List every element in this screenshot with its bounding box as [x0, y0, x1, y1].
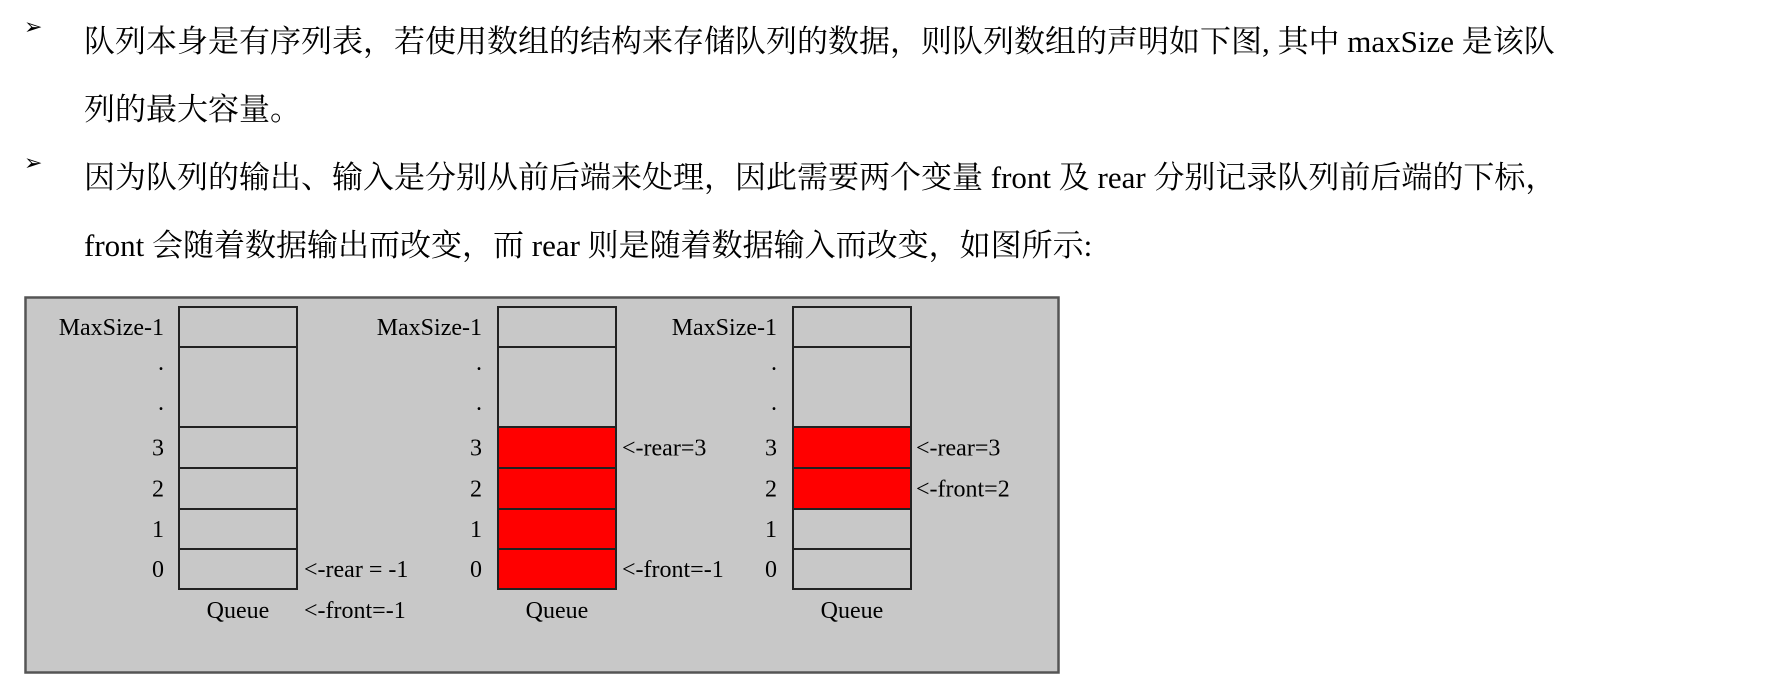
bullet-1-line-1: 队列本身是有序列表，若使用数组的结构来存储队列的数据，则队列数组的声明如下图, 其中 maxSize 是该队 [84, 24, 1555, 59]
pointer-label: <-rear=3 [916, 435, 1001, 462]
index-label-2: 2 [152, 476, 164, 503]
bullet-2-line-1: 因为队列的输出、输入是分别从前后端来处理，因此需要两个变量 front 及 rear 分别记录队列前后端的下标， [84, 160, 1557, 195]
queue-cell [179, 509, 297, 549]
queue-caption: Queue [820, 598, 884, 624]
queue-array-diagram [24, 296, 1060, 674]
index-label-dot: . [476, 390, 482, 416]
queue-cell-filled [498, 427, 616, 468]
queue-cell [179, 307, 297, 347]
index-label-maxsize-1: MaxSize-1 [58, 315, 164, 341]
pointer-label: <-front=2 [916, 476, 1010, 503]
queue-cell [179, 468, 297, 509]
index-label-3: 3 [470, 435, 482, 462]
index-label-dot: . [158, 390, 164, 416]
bullet-text-1 [84, 8, 1764, 144]
queue-diagram-canvas [24, 296, 1060, 674]
index-label-1: 1 [470, 517, 482, 543]
index-label-dot: . [476, 350, 482, 376]
index-label-dot: . [158, 350, 164, 376]
index-label-maxsize-1: MaxSize-1 [376, 315, 482, 341]
queue-cell [179, 549, 297, 589]
queue-cell [793, 549, 911, 589]
queue-cell [498, 307, 616, 347]
queue-cell [179, 427, 297, 468]
index-label-3: 3 [152, 435, 164, 462]
queue-caption: Queue [525, 598, 589, 624]
index-label-maxsize-1: MaxSize-1 [671, 315, 777, 341]
bullet-1-line-2: 列的最大容量。 [84, 92, 301, 127]
bullet-arrow-icon: ➢ [24, 151, 43, 176]
index-label-dot: . [771, 390, 777, 416]
index-label-dot: . [771, 350, 777, 376]
queue-cell [793, 307, 911, 347]
queue-cell [179, 347, 297, 427]
queue-cell-filled [793, 427, 911, 468]
queue-cell [793, 509, 911, 549]
index-label-0: 0 [765, 557, 777, 583]
index-label-2: 2 [765, 476, 777, 503]
pointer-label: <-rear=3 [622, 435, 707, 462]
queue-cell-filled [498, 509, 616, 549]
pointer-label: <-front=-1 [304, 598, 406, 624]
index-label-0: 0 [152, 557, 164, 583]
queue-cell-filled [793, 468, 911, 509]
queue-cell [498, 347, 616, 427]
queue-cell [793, 347, 911, 427]
index-label-1: 1 [152, 517, 164, 543]
bullet-arrow-icon: ➢ [24, 15, 43, 40]
index-label-0: 0 [470, 557, 482, 583]
pointer-label: <-front=-1 [622, 557, 724, 583]
queue-caption: Queue [206, 598, 270, 624]
index-label-1: 1 [765, 517, 777, 543]
index-label-2: 2 [470, 476, 482, 503]
index-label-3: 3 [765, 435, 777, 462]
bullet-text-2 [84, 144, 1764, 280]
queue-cell-filled [498, 549, 616, 589]
bullet-2-line-2: front 会随着数据输出而改变，而 rear 则是随着数据输入而改变，如图所示: [84, 228, 1093, 263]
queue-cell-filled [498, 468, 616, 509]
pointer-label: <-rear = -1 [304, 557, 409, 583]
